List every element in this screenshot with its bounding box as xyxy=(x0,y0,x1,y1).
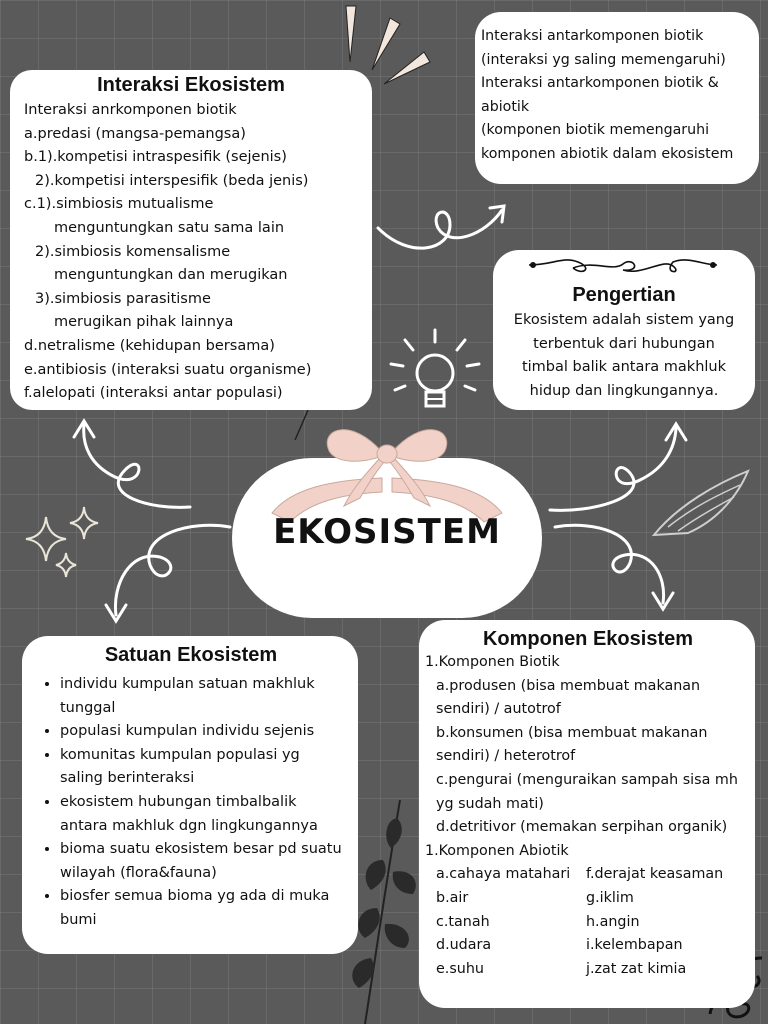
flourish-divider-icon xyxy=(523,254,723,276)
interaksi-line: merugikan pihak lainnya xyxy=(54,314,234,331)
interaksi-ekosistem-card xyxy=(10,70,372,410)
interaksi-line: d.netralisme (kehidupan bersama) xyxy=(24,337,275,354)
list-item: • bioma suatu ekosistem besar pd suatu wilayah (flora&fauna) xyxy=(60,838,346,885)
detail-line: komponen abiotik dalam ekosistem xyxy=(481,145,734,162)
abiotik-item: c.tanah xyxy=(436,913,490,930)
pengertian-card xyxy=(493,250,755,410)
list-item: • komunitas kumpulan populasi yg saling berinteraksi xyxy=(60,744,346,791)
detail-line: (interaksi yg saling memengaruhi) xyxy=(481,51,726,68)
interaksi-line: 2).simbiosis komensalisme xyxy=(35,243,231,260)
interaksi-line: menguntungkan satu sama lain xyxy=(54,219,285,236)
list-item: • biosfer semua bioma yg ada di muka bumi xyxy=(60,885,346,932)
list-item: • ekosistem hubungan timbalbalik antara makhluk dgn lingkungannya xyxy=(60,791,346,838)
interaksi-line: 2).kompetisi interspesifik (beda jenis) xyxy=(35,172,309,189)
interaksi-line: 3).simbiosis parasitisme xyxy=(35,290,211,307)
komponen-title: Komponen Ekosistem xyxy=(482,628,694,650)
pengertian-line: hidup dan lingkungannya. xyxy=(529,382,719,399)
arrow-to-detail-icon xyxy=(370,190,520,260)
abiotik-item: e.suhu xyxy=(436,960,484,977)
list-item: • populasi kumpulan individu sejenis xyxy=(60,720,346,744)
abiotik-item: i.kelembapan xyxy=(586,937,683,954)
interaksi-line: f.alelopati (interaksi antar populasi) xyxy=(24,385,283,402)
interaksi-line: menguntungkan dan merugikan xyxy=(54,267,288,284)
lightbulb-icon xyxy=(385,328,485,428)
abiotik-item: a.cahaya matahari xyxy=(436,866,571,883)
abiotik-item: h.angin xyxy=(586,913,640,930)
arrow-to-interaksi-icon xyxy=(60,415,210,515)
abiotik-item: j.zat zat kimia xyxy=(586,960,687,977)
abiotik-item: d.udara xyxy=(436,937,492,954)
pengertian-line: Ekosistem adalah sistem yang xyxy=(513,312,735,328)
wing-icon xyxy=(648,465,753,545)
biotik-line: sendiri) / autotrof xyxy=(436,701,561,718)
interaksi-title: Interaksi Ekosistem xyxy=(97,74,285,96)
interaksi-line: b.1).kompetisi intraspesifik (sejenis) xyxy=(24,149,287,166)
abiotik-item: b.air xyxy=(436,889,469,906)
abiotik-item: f.derajat keasaman xyxy=(586,866,724,883)
center-title: EKOSISTEM xyxy=(273,512,501,552)
interaksi-line: a.predasi (mangsa-pemangsa) xyxy=(24,125,246,142)
interaksi-line: c.1).simbiosis mutualisme xyxy=(24,196,214,213)
biotik-line: yg sudah mati) xyxy=(436,795,544,812)
interaksi-line: e.antibiosis (interaksi suatu organisme) xyxy=(24,361,312,378)
biotik-line: b.konsumen (bisa membuat makanan xyxy=(436,724,708,741)
satuan-list xyxy=(36,673,346,933)
pengertian-title: Pengertian xyxy=(572,284,676,306)
detail-line: Interaksi antarkomponen biotik xyxy=(481,28,704,44)
detail-line: abiotik xyxy=(481,98,530,115)
pengertian-line: timbal balik antara makhluk xyxy=(521,359,727,376)
abiotik-heading: 1.Komponen Abiotik xyxy=(425,842,569,859)
biotik-heading: 1.Komponen Biotik xyxy=(425,654,560,670)
biotik-line: sendiri) / heterotrof xyxy=(436,748,576,765)
sparkle-icon xyxy=(18,505,108,585)
arrow-to-satuan-icon xyxy=(90,515,240,630)
interaksi-line: Interaksi anrkomponen biotik xyxy=(24,102,237,118)
interaksi-detail-card xyxy=(475,12,759,184)
biotik-line: d.detritivor (memakan serpihan organik) xyxy=(436,819,728,836)
detail-line: Interaksi antarkomponen biotik & xyxy=(481,75,719,92)
satuan-title: Satuan Ekosistem xyxy=(104,644,278,666)
list-item: • individu kumpulan satuan makhluk tunggal xyxy=(60,673,346,720)
detail-line: (komponen biotik memengaruhi xyxy=(481,122,710,139)
komponen-ekosistem-card xyxy=(419,620,755,1008)
abiotik-grid xyxy=(425,863,751,981)
biotik-line: c.pengurai (menguraikan sampah sisa mh xyxy=(436,771,738,788)
pengertian-line: terbentuk dari hubungan xyxy=(533,335,715,352)
biotik-line: a.produsen (bisa membuat makanan xyxy=(436,677,701,694)
abiotik-item: g.iklim xyxy=(586,889,634,906)
satuan-ekosistem-card xyxy=(22,636,358,954)
